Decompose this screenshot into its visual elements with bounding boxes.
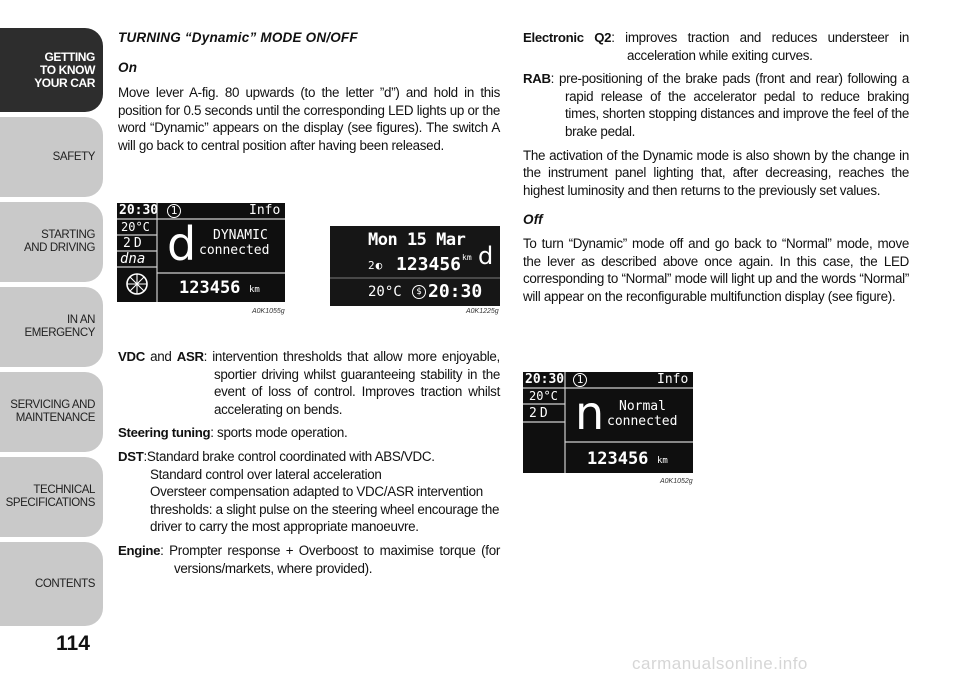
tab-technical-specifications[interactable]: TECHNICAL SPECIFICATIONS: [0, 457, 103, 537]
steering-paragraph: [118, 424, 500, 442]
tab-getting-to-know-your-car[interactable]: GETTING TO KNOW YOUR CAR: [0, 28, 103, 112]
gear-readout: [529, 406, 548, 421]
figure-1-caption: A0K1055g: [252, 308, 285, 315]
q2-term: Electronic Q2: [523, 30, 612, 45]
mode-letter: d: [167, 217, 197, 271]
tab-servicing-and-maintenance[interactable]: SERVICING AND MAINTENANCE: [0, 372, 103, 452]
on-heading: On: [118, 59, 138, 75]
activation-paragraph: The activation of the Dynamic mode is also shown by the change in the instrument panel lighting that, after decreasing, reaches the highest luminosity and then returns to the previously set values.: [523, 147, 909, 198]
tab-safety[interactable]: SAFETY: [0, 117, 103, 197]
left-column-bottom: [118, 348, 500, 577]
odometer-unit: km: [657, 456, 668, 466]
gear-readout: [123, 236, 142, 251]
odometer-unit: km: [462, 253, 472, 262]
q2-text: : improves traction and reduces understeer in acceleration while exiting curves.: [611, 30, 909, 63]
date-readout: Mon 15 Mar: [368, 230, 466, 250]
mode-line-2: connected: [199, 243, 270, 258]
odometer-readout: 123456: [396, 254, 462, 275]
info-label: Info: [249, 203, 281, 218]
time-readout: 20:30: [428, 281, 483, 302]
gear-number: 2: [123, 236, 131, 251]
display-figure-date: [330, 226, 500, 306]
left-column-top: [118, 29, 500, 155]
engine-paragraph: [118, 542, 500, 577]
mode-line-1: Normal: [619, 399, 666, 414]
steering-text: : sports mode operation.: [210, 425, 348, 441]
engine-text: : Prompter response + Overboost to maximise torque (for versions/markets, where provided).: [160, 542, 500, 576]
gear-suffix: D: [539, 406, 548, 421]
asr-term: ASR: [176, 349, 204, 364]
dst-line-3: Oversteer compensation adapted to VDC/ASR intervention thresholds: a slight pulse on the steering wheel encourage the driver to carry the most appropriate manoeuvre.: [150, 484, 500, 535]
mode-letter: d: [478, 242, 494, 270]
time-readout: 20:30: [525, 372, 565, 387]
vdc-asr-paragraph: [118, 348, 500, 418]
gear-readout: [368, 259, 382, 272]
tab-contents[interactable]: CONTENTS: [0, 542, 103, 626]
odometer-readout: 123456: [179, 278, 241, 298]
dst-line-2: Standard control over lateral acceleration: [150, 466, 382, 482]
rab-text: : pre-positioning of the brake pads (front and rear) following a rapid release of the accelerator pedal to reduce braking times, shorten stopping distances and improve the feel of the brake pedal.: [550, 71, 909, 139]
figure-2-caption: A0K1225g: [466, 308, 499, 315]
vdc-term: VDC: [118, 349, 145, 364]
off-heading: Off: [523, 212, 543, 228]
info-number: 1: [573, 373, 587, 387]
vdc-and: and: [144, 349, 177, 364]
right-column: [523, 29, 909, 305]
rab-paragraph: [523, 70, 909, 140]
time-readout: 20:30: [119, 203, 159, 218]
temperature-readout: 20°C: [121, 220, 150, 234]
gear-suffix: D: [133, 236, 142, 251]
mode-line-2: connected: [607, 414, 678, 429]
tab-in-an-emergency[interactable]: IN AN EMERGENCY: [0, 287, 103, 367]
odometer-unit: km: [249, 285, 260, 295]
vdc-asr-text: : intervention thresholds that allow more enjoyable, sportier driving whilst guaranteeing stability in the event of loss of control. Improves traction whilst accelerating on bends.: [203, 349, 500, 417]
gear-number: 2: [529, 406, 537, 421]
off-paragraph: To turn “Dynamic” mode off and go back to “Normal” mode, move the lever as described above once again. In this case, the LED corresponding to “Normal” mode will light up and the words “Normal” will appear on the reconfigurable multifunction display (see figure).: [523, 235, 909, 304]
figure-3-caption: A0K1052g: [660, 478, 693, 485]
section-title: TURNING “Dynamic” MODE ON/OFF: [118, 30, 358, 45]
odometer-readout: 123456: [587, 449, 649, 469]
mode-line-1: DYNAMIC: [213, 228, 268, 243]
dst-paragraph: [118, 448, 500, 536]
headlight-icon: ◐: [375, 259, 383, 272]
temperature-readout: 20°C: [368, 284, 402, 300]
steering-term: Steering tuning: [118, 425, 211, 441]
temperature-readout: 20°C: [529, 389, 558, 403]
mode-letter: n: [575, 386, 605, 440]
dst-term: DST: [118, 448, 144, 464]
on-paragraph: Move lever A-fig. 80 upwards (to the letter ”d”) and hold in this position for 0.5 seconds until the corresponding LED lights up or the word “Dynamic” appears on the display (see figures). The switch A will go back to central position after having been released.: [118, 85, 500, 153]
q2-paragraph: [523, 29, 909, 64]
service-icon: $: [412, 285, 426, 299]
display-figure-normal: [523, 372, 693, 473]
steering-wheel-icon: [127, 274, 147, 294]
dna-label: dna: [120, 251, 146, 267]
dst-line-1: :Standard brake control coordinated with ABS/VDC.: [143, 448, 435, 464]
rab-term: RAB: [523, 71, 551, 87]
info-number: 1: [167, 204, 181, 218]
info-label: Info: [657, 372, 689, 387]
display-figure-dynamic: [117, 203, 285, 302]
gear-number: 2: [368, 259, 375, 272]
watermark: carmanualsonline.info: [632, 654, 808, 673]
tab-starting-and-driving[interactable]: STARTING AND DRIVING: [0, 202, 103, 282]
engine-term: Engine: [118, 542, 161, 558]
page-number: 114: [56, 632, 90, 655]
